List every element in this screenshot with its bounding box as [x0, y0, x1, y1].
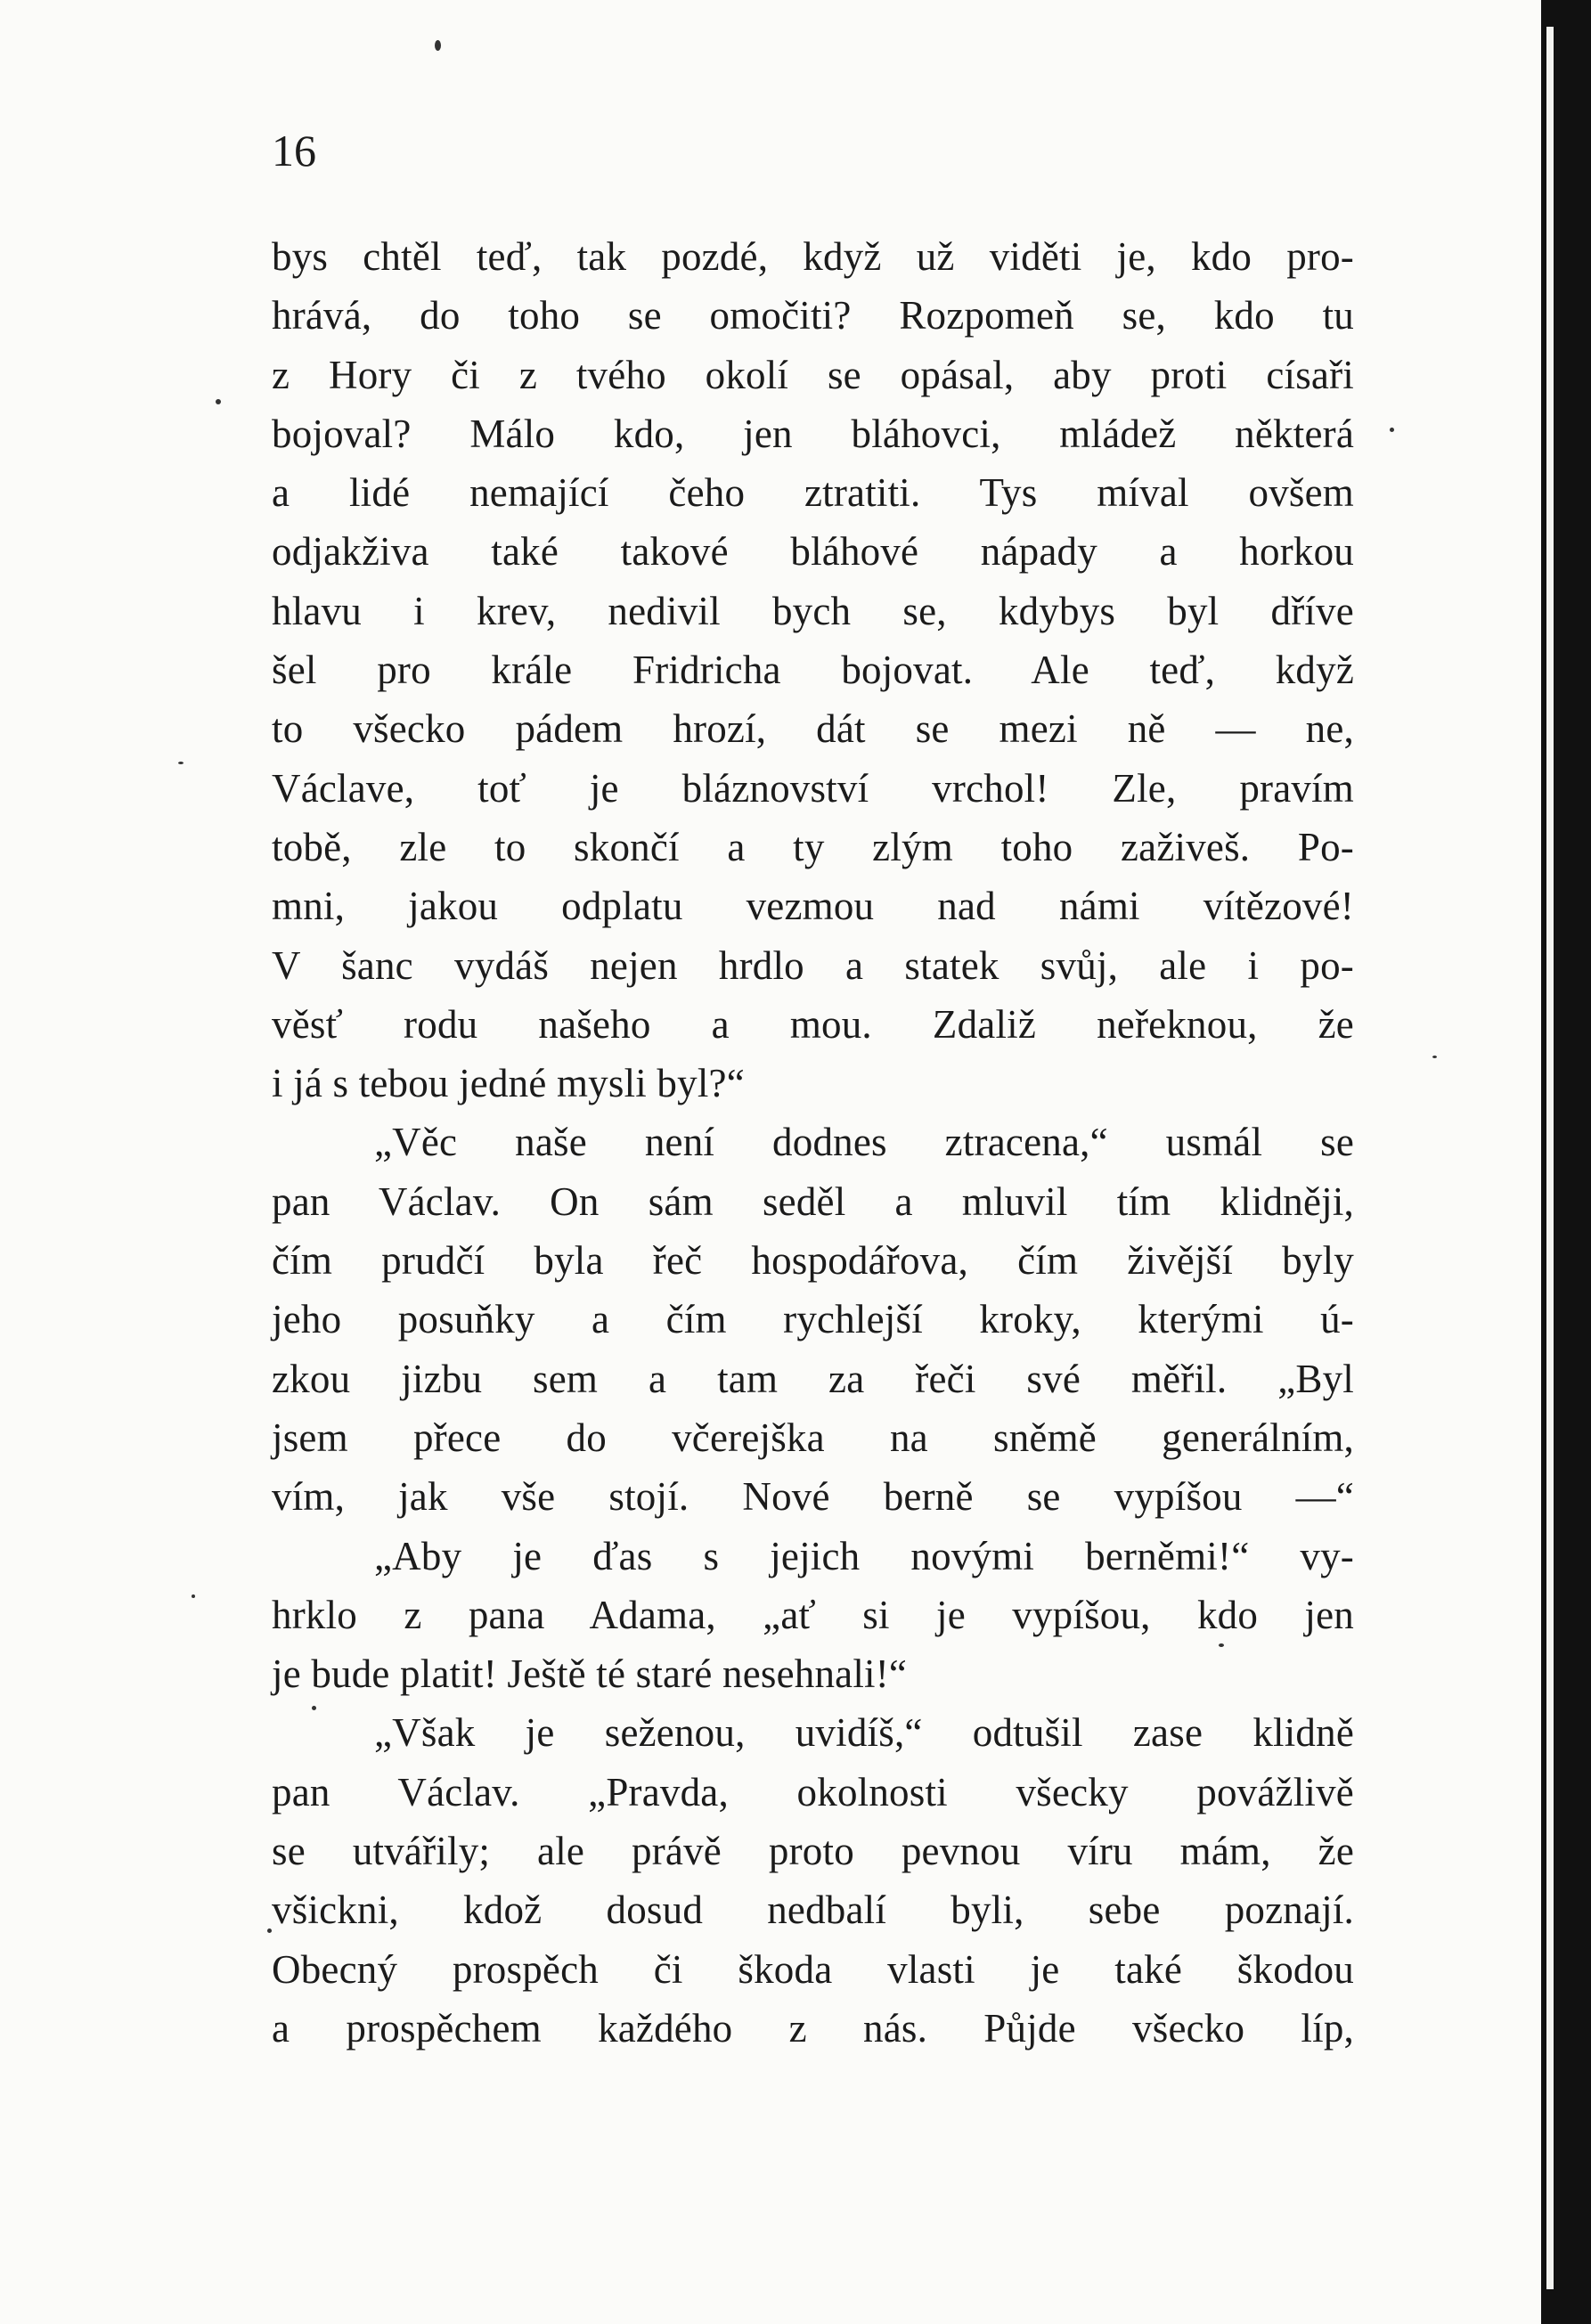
text-line: „Aby je ďas s jejich novými berněmi!“ vy- [374, 1533, 1354, 1578]
text-line: „Věc naše není dodnes ztracena,“ usmál se [374, 1120, 1354, 1165]
text-line: „Však je seženou, uvidíš,“ odtušil zase klidně [374, 1710, 1354, 1756]
text-line: pan Václav. „Pravda, okolnosti všecky povážlivě [272, 1769, 1354, 1814]
text-line: a prospěchem každého z nás. Půjde všecko líp, [272, 2005, 1354, 2051]
text-line: odjakživa také takové bláhové nápady a horkou [272, 529, 1354, 575]
text-line: čím prudčí byla řeč hospodářova, čím živější byly [272, 1238, 1354, 1284]
text-line: hrává, do toho se omočiti? Rozpomeň se, kdo tu [272, 293, 1354, 338]
text-line: a lidé nemající čeho ztratiti. Tys míval ovšem [272, 470, 1354, 516]
text-line: mni, jakou odplatu vezmou nad námi vítězové! [272, 884, 1354, 929]
page-number: 16 [272, 126, 316, 175]
text-line: jeho posuňky a čím rychlejší kroky, kterými ú- [272, 1297, 1354, 1342]
scan-speck [1390, 428, 1394, 432]
text-line: tobě, zle to skončí a ty zlým toho zaživeš. Po- [272, 824, 1354, 869]
scan-speck [192, 1594, 195, 1598]
text-line: to všecko pádem hrozí, dát se mezi ně — ne, [272, 706, 1354, 752]
text-line: vím, jak vše stojí. Nové berně se vypíšou —“ [272, 1474, 1354, 1520]
text-line: zkou jizbu sem a tam za řeči své měřil. „Byl [272, 1356, 1354, 1401]
text-line: z Hory či z tvého okolí se opásal, aby proti císaři [272, 352, 1354, 397]
next-page-edge [1546, 27, 1554, 2289]
text-line: všickni, kdož dosud nedbalí byli, sebe poznají. [272, 1888, 1354, 1933]
text-line: bojoval? Málo kdo, jen bláhovci, mládež některá [272, 411, 1354, 456]
text-line: hlavu i krev, nedivil bych se, kdybys byl dříve [272, 588, 1354, 633]
text-line: Václave, toť je bláznovství vrchol! Zle, pravím [272, 765, 1354, 811]
text-line: hrklo z pana Adama, „ať si je vypíšou, kdo jen [272, 1592, 1354, 1637]
text-line: pan Václav. On sám seděl a mluvil tím klidněji, [272, 1178, 1354, 1224]
text-line: je bude platit! Ještě té staré nesehnali!“ [272, 1651, 908, 1697]
body-text [272, 227, 1354, 2058]
text-line: věsť rodu našeho a mou. Zdaliž neřeknou, že [272, 1001, 1354, 1047]
text-line: se utvářily; ale právě proto pevnou víru mám, že [272, 1829, 1354, 1874]
text-line: šel pro krále Fridricha bojovat. Ale teď, když [272, 648, 1354, 693]
text-line: i já s tebou jedné mysli byl?“ [272, 1061, 745, 1106]
text-line: V šanc vydáš nejen hrdlo a statek svůj, ale i po- [272, 942, 1354, 988]
scan-speck [1432, 1056, 1437, 1058]
text-line: bys chtěl teď, tak pozdé, když už viděti je, kdo pro- [272, 234, 1354, 279]
scan-speck [435, 40, 441, 51]
text-line: Obecný prospěch či škoda vlasti je také škodou [272, 1946, 1354, 1992]
scan-speck [267, 1929, 272, 1933]
scan-speck [312, 1706, 316, 1710]
scan-speck [1219, 1643, 1224, 1647]
scan-speck [216, 399, 221, 404]
text-line: jsem přece do včerejška na sněmě generálním, [272, 1415, 1354, 1460]
scan-speck [178, 762, 184, 764]
